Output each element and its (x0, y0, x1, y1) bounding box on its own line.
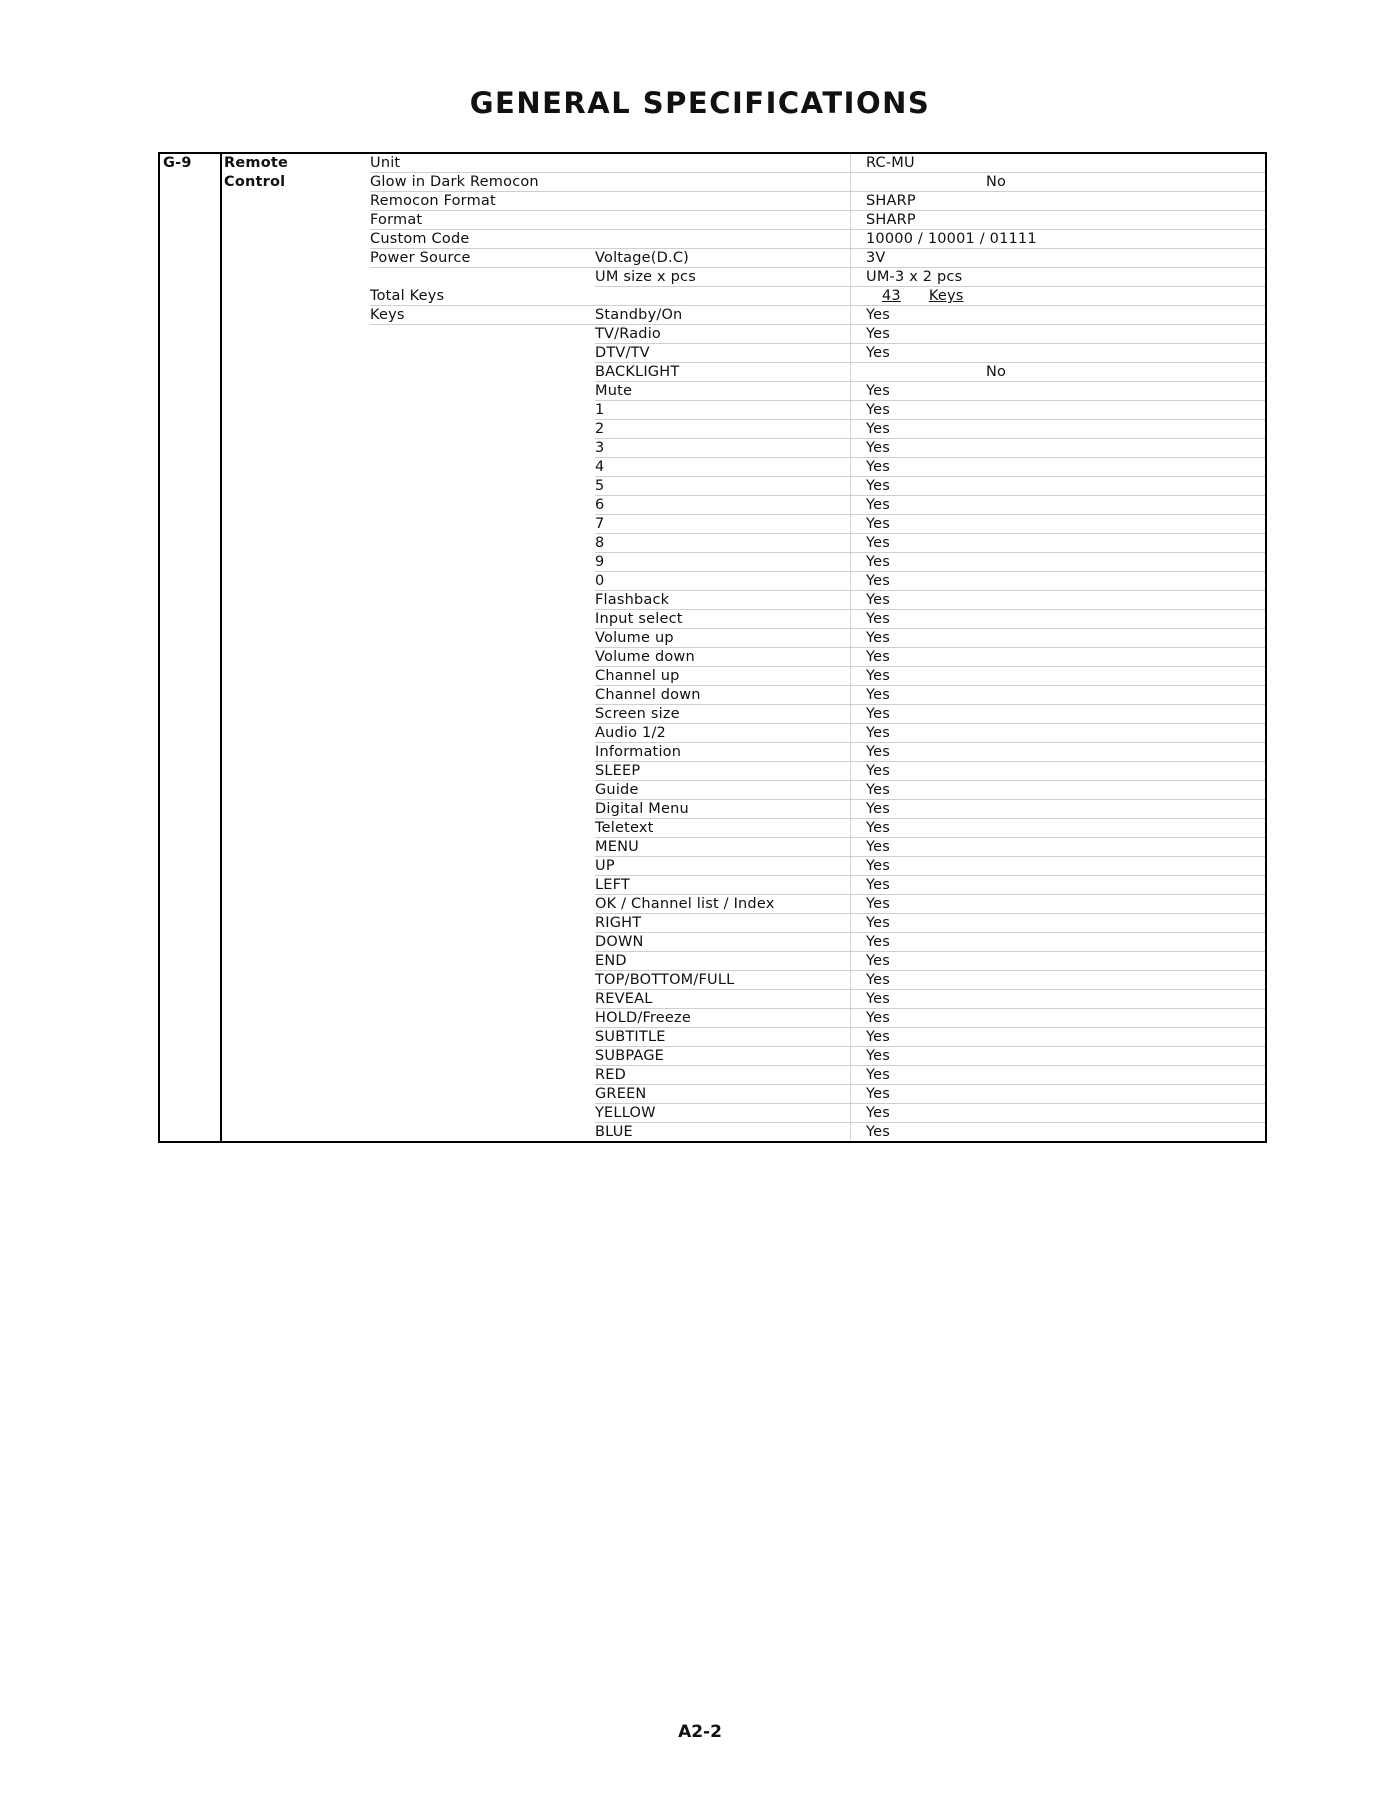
spec-subitem-label: 0 (595, 573, 605, 589)
spec-value: Yes (866, 820, 891, 836)
spec-row (160, 553, 1265, 572)
spec-value: Yes (866, 953, 891, 969)
spec-value: Yes (866, 440, 891, 456)
spec-row (160, 629, 1265, 648)
spec-value: Yes (866, 668, 891, 684)
spec-subitem-label: Screen size (595, 706, 680, 722)
spec-item-label: Total Keys (370, 288, 445, 304)
spec-row (160, 1028, 1265, 1047)
spec-value: Yes (866, 497, 891, 513)
spec-row (160, 1085, 1265, 1104)
spec-subitem-label: YELLOW (595, 1105, 656, 1121)
spec-value: Yes (866, 934, 891, 950)
spec-value (866, 287, 964, 306)
spec-row (160, 914, 1265, 933)
spec-id: G-9 (163, 155, 192, 171)
spec-value: Yes (866, 687, 891, 703)
spec-row (160, 211, 1265, 230)
spec-subitem-label: UP (595, 858, 615, 874)
spec-value: Yes (866, 649, 891, 665)
spec-row (160, 743, 1265, 762)
spec-value: Yes (866, 1067, 891, 1083)
spec-row (160, 591, 1265, 610)
spec-item-label: Glow in Dark Remocon (370, 174, 539, 190)
spec-subitem-label: Standby/On (595, 307, 683, 323)
spec-value: Yes (866, 611, 891, 627)
spec-value: 10000 / 10001 / 01111 (866, 231, 1037, 247)
spec-value: Yes (866, 516, 891, 532)
spec-value: UM-3 x 2 pcs (866, 269, 963, 285)
spec-subitem-label: Volume down (595, 649, 695, 665)
page-title: GENERAL SPECIFICATIONS (469, 86, 931, 120)
spec-subitem-label: END (595, 953, 627, 969)
spec-subitem-label: GREEN (595, 1086, 647, 1102)
spec-row (160, 952, 1265, 971)
spec-row (160, 249, 1265, 268)
spec-row (160, 325, 1265, 344)
spec-row (160, 933, 1265, 952)
spec-subitem-label: DTV/TV (595, 345, 650, 361)
page-number: A2-2 (678, 1722, 722, 1742)
spec-subitem-label: 2 (595, 421, 605, 437)
spec-item-label: Custom Code (370, 231, 470, 247)
spec-value: Yes (866, 345, 891, 361)
spec-subitem-label: UM size x pcs (595, 269, 696, 285)
spec-row (160, 971, 1265, 990)
spec-subitem-label: 8 (595, 535, 605, 551)
spec-row (160, 1009, 1265, 1028)
spec-value: Yes (866, 421, 891, 437)
spec-row (160, 686, 1265, 705)
spec-value: Yes (866, 896, 891, 912)
spec-row (160, 268, 1265, 287)
spec-subitem-label: MENU (595, 839, 639, 855)
spec-subitem-label: Digital Menu (595, 801, 689, 817)
spec-row (160, 477, 1265, 496)
spec-value: Yes (866, 1010, 891, 1026)
spec-row (160, 895, 1265, 914)
spec-item-label: Unit (370, 155, 401, 171)
spec-subitem-label: SUBPAGE (595, 1048, 665, 1064)
spec-row (160, 876, 1265, 895)
spec-subitem-label: 3 (595, 440, 605, 456)
spec-subitem-label: REVEAL (595, 991, 653, 1007)
spec-row (160, 420, 1265, 439)
spec-value: Yes (866, 858, 891, 874)
spec-subitem-label: DOWN (595, 934, 644, 950)
spec-row (160, 534, 1265, 553)
spec-subitem-label: Input select (595, 611, 683, 627)
spec-item-label: Power Source (370, 250, 471, 266)
spec-row (160, 838, 1265, 857)
spec-subitem-label: RED (595, 1067, 627, 1083)
spec-subitem-label: Guide (595, 782, 639, 798)
spec-row (160, 287, 1265, 306)
spec-value: Yes (866, 877, 891, 893)
spec-value: Yes (866, 554, 891, 570)
spec-item-label: Format (370, 212, 423, 228)
spec-value: Yes (866, 478, 891, 494)
spec-value: Yes (866, 573, 891, 589)
spec-row (160, 306, 1265, 325)
spec-subitem-label: LEFT (595, 877, 630, 893)
spec-row (160, 230, 1265, 249)
spec-value: Yes (866, 915, 891, 931)
spec-row (160, 648, 1265, 667)
spec-value: Yes (866, 1048, 891, 1064)
spec-row (160, 819, 1265, 838)
spec-row (160, 762, 1265, 781)
spec-subitem-label: RIGHT (595, 915, 642, 931)
spec-value: Yes (866, 744, 891, 760)
spec-row (160, 1047, 1265, 1066)
spec-value-unit: Keys (928, 288, 964, 304)
spec-row (160, 1104, 1265, 1123)
spec-row (160, 1123, 1265, 1142)
spec-subitem-label: Flashback (595, 592, 670, 608)
spec-row (160, 382, 1265, 401)
spec-row (160, 192, 1265, 211)
spec-subitem-label: Voltage(D.C) (595, 250, 690, 266)
spec-row (160, 572, 1265, 591)
spec-row (160, 496, 1265, 515)
spec-row (160, 781, 1265, 800)
spec-value: Yes (866, 535, 891, 551)
spec-subitem-label: 6 (595, 497, 605, 513)
spec-value: Yes (866, 402, 891, 418)
spec-subitem-label: BACKLIGHT (595, 364, 680, 380)
spec-row (160, 344, 1265, 363)
spec-subitem-label: Teletext (595, 820, 654, 836)
spec-subitem-label: Audio 1/2 (595, 725, 666, 741)
spec-subitem-label: TOP/BOTTOM/FULL (595, 972, 735, 988)
spec-value: Yes (866, 307, 891, 323)
spec-value: Yes (866, 1105, 891, 1121)
spec-row (160, 857, 1265, 876)
spec-value: Yes (866, 706, 891, 722)
spec-row (160, 515, 1265, 534)
spec-value: SHARP (866, 193, 916, 209)
spec-subitem-label: SUBTITLE (595, 1029, 666, 1045)
spec-subitem-label: 9 (595, 554, 605, 570)
spec-subitem-label: TV/Radio (595, 326, 662, 342)
spec-subitem-label: 1 (595, 402, 605, 418)
spec-value: Yes (866, 1086, 891, 1102)
spec-item-label: Remocon Format (370, 193, 496, 209)
spec-value: Yes (866, 383, 891, 399)
spec-subitem-label: Channel down (595, 687, 701, 703)
spec-item-label: Keys (370, 307, 405, 323)
spec-subitem-label: 4 (595, 459, 605, 475)
spec-value-number: 43 (882, 288, 901, 304)
spec-value: Yes (866, 972, 891, 988)
section-label: Control (224, 174, 286, 190)
spec-row (160, 990, 1265, 1009)
spec-row (160, 439, 1265, 458)
spec-value: Yes (866, 1029, 891, 1045)
spec-value: Yes (866, 592, 891, 608)
spec-subitem-label: Channel up (595, 668, 680, 684)
spec-value: 3V (866, 250, 886, 266)
spec-row (160, 705, 1265, 724)
spec-subitem-label: SLEEP (595, 763, 641, 779)
spec-value: RC-MU (866, 155, 915, 171)
spec-value: Yes (866, 326, 891, 342)
spec-value: Yes (866, 725, 891, 741)
spec-value: Yes (866, 630, 891, 646)
spec-value: Yes (866, 782, 891, 798)
spec-row (160, 458, 1265, 477)
spec-row (160, 800, 1265, 819)
spec-row (160, 401, 1265, 420)
spec-subitem-label: Volume up (595, 630, 674, 646)
spec-row (160, 173, 1265, 192)
spec-row (160, 724, 1265, 743)
spec-value: No (986, 364, 1007, 380)
spec-value: Yes (866, 801, 891, 817)
spec-value: Yes (866, 839, 891, 855)
spec-subitem-label: Information (595, 744, 682, 760)
spec-row (160, 154, 1265, 173)
spec-subitem-label: 5 (595, 478, 605, 494)
spec-subitem-label: HOLD/Freeze (595, 1010, 691, 1026)
spec-row (160, 1066, 1265, 1085)
spec-subitem-label: Mute (595, 383, 633, 399)
spec-value: Yes (866, 1124, 891, 1140)
spec-row (160, 667, 1265, 686)
spec-row (160, 363, 1265, 382)
spec-subitem-label: BLUE (595, 1124, 633, 1140)
spec-value: No (986, 174, 1007, 190)
spec-subitem-label: OK / Channel list / Index (595, 896, 775, 912)
spec-value: Yes (866, 763, 891, 779)
spec-table (158, 152, 1267, 1143)
spec-value: Yes (866, 459, 891, 475)
spec-value: Yes (866, 991, 891, 1007)
spec-value: SHARP (866, 212, 916, 228)
spec-subitem-label: 7 (595, 516, 605, 532)
section-label: Remote (224, 155, 289, 171)
spec-row (160, 610, 1265, 629)
